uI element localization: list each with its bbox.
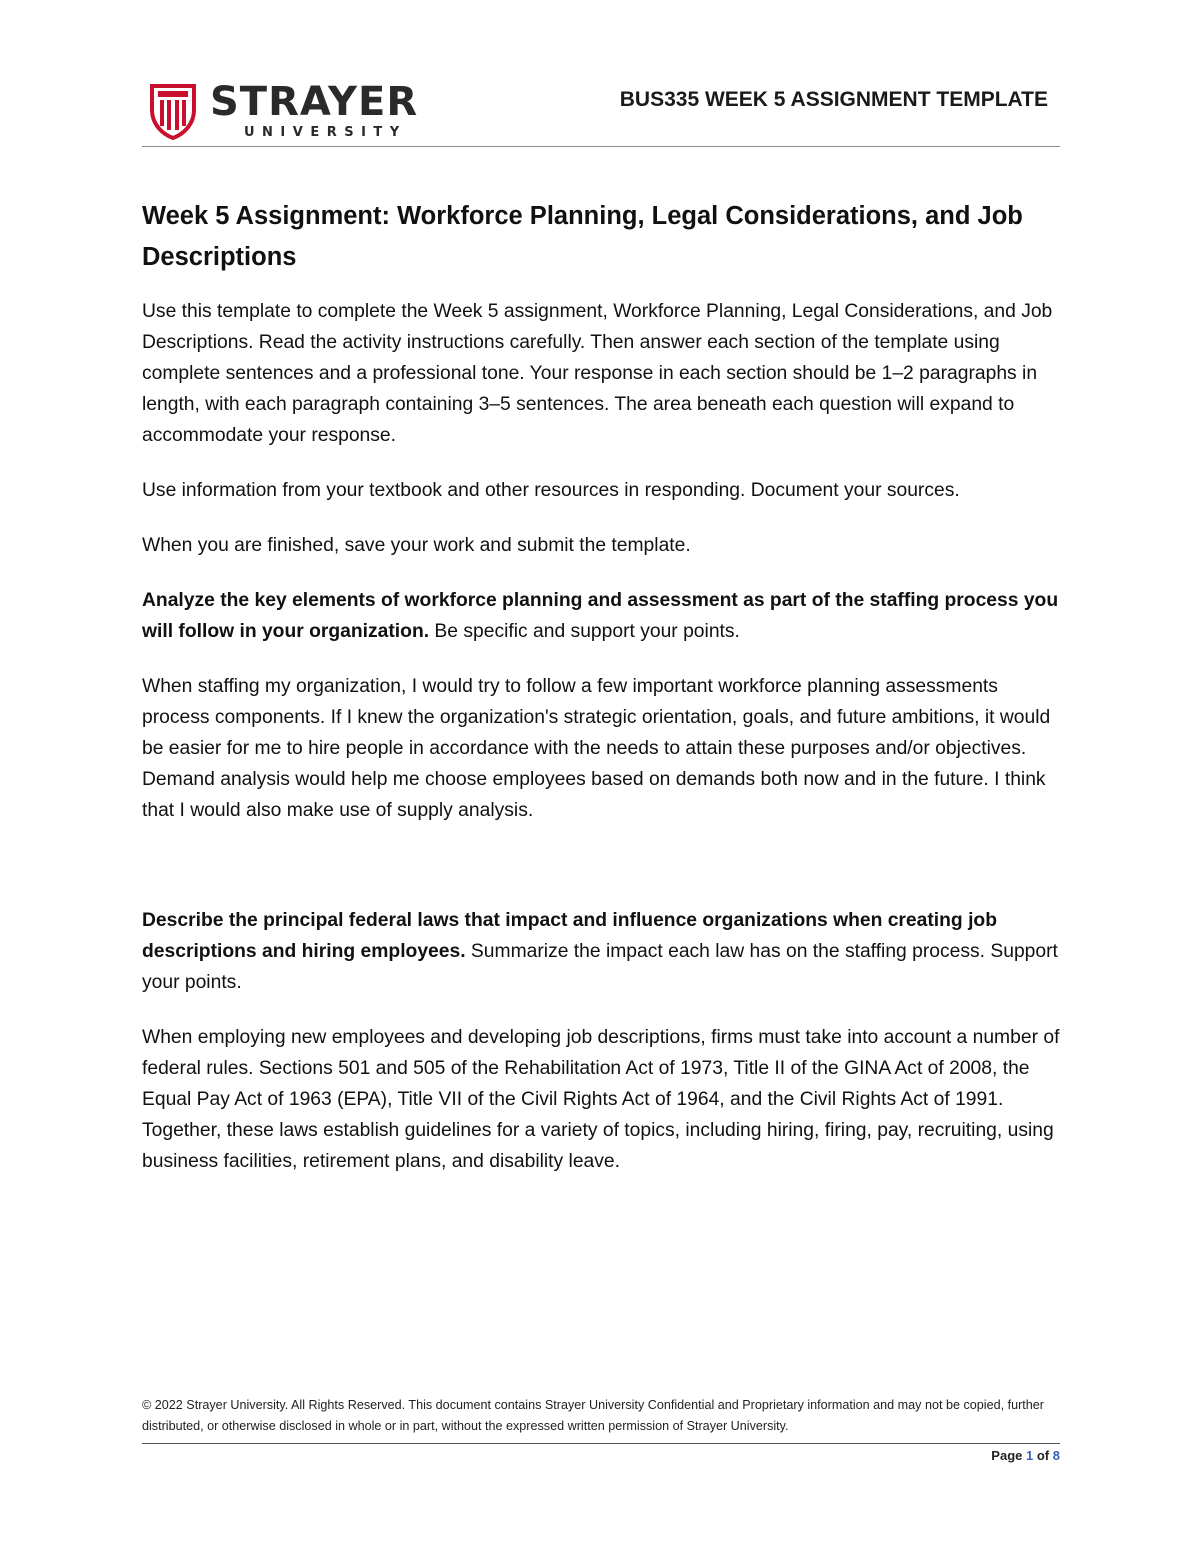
page-header [142,80,1060,147]
question-1-bold: Analyze the key elements of workforce planning and assessment as part of the staffing process you will follow in your organization. [142,590,1059,642]
page-total: 8 [1052,1448,1060,1463]
question-2 [142,905,1060,998]
question-1-rest: Be specific and support your points. [429,621,740,642]
answer-2[interactable]: When employing new employees and developing job descriptions, firms must take into account a number of federal rules. Sections 501 and 505 of the Rehabilitation Act of 1973, Title II of the GINA Act of 2008, the Equal Pay Act of 1963 (EPA), Title VII of the Civil Rights Act of 1964, and the Civil Rights Act of 1991. Together, these laws establish guidelines for a variety of topics, including hiring, firing, pay, recruiting, using business facilities, retirement plans, and disability leave. [142,1027,1060,1172]
question-2-bold: Describe the principal federal laws that impact and influence organizations when creating job descriptions and hiring employees. [142,910,997,962]
question-2-rest: Summarize the impact each law has on the staffing process. Support your points. [142,941,1058,993]
page-current: 1 [1026,1448,1034,1463]
copyright-footer: © 2022 Strayer University. All Rights Reserved. This document contains Strayer University Confidential and Proprietary information and may not be copied, further distributed, or otherwise disclosed in whole or in part, without the expressed written permission of Strayer University. [142,1395,1060,1444]
strayer-logo [150,79,440,142]
intro-paragraph-2: Use information from your textbook and other resources in responding. Document your sources. [142,480,960,501]
page-label: Page [991,1448,1023,1463]
document-header-title: BUS335 WEEK 5 ASSIGNMENT TEMPLATE [619,88,1048,111]
logo-subword: UNIVERSITY [244,125,407,140]
intro-paragraph-3: When you are finished, save your work and submit the template. [142,535,691,556]
shield-icon [150,84,196,140]
document-body [142,196,1060,1201]
page-of-label: of [1036,1448,1050,1463]
assignment-title: Week 5 Assignment: Workforce Planning, Legal Considerations, and Job Descriptions [142,202,1023,271]
logo-wordmark: STRAYER [210,79,419,125]
answer-gap [142,850,1060,905]
intro-paragraph-1: Use this template to complete the Week 5 assignment, Workforce Planning, Legal Considerations, and Job Descriptions. Read the activity instructions carefully. Then answer each section of the template using complete sentences and a professional tone. Your response in each section should be 1–2 paragraphs in length, with each paragraph containing 3–5 sentences. The area beneath each question will expand to accommodate your response. [142,301,1053,446]
question-1 [142,585,1060,647]
answer-1[interactable]: When staffing my organization, I would try to follow a few important workforce planning assessments process components. If I knew the organization's strategic orientation, goals, and future ambitions, it would be easier for me to hire people in accordance with the needs to attain these purposes and/or objectives. Demand analysis would help me choose employees based on demands both now and in the future. I think that I would also make use of supply analysis. [142,676,1051,821]
page-number [991,1448,1060,1463]
